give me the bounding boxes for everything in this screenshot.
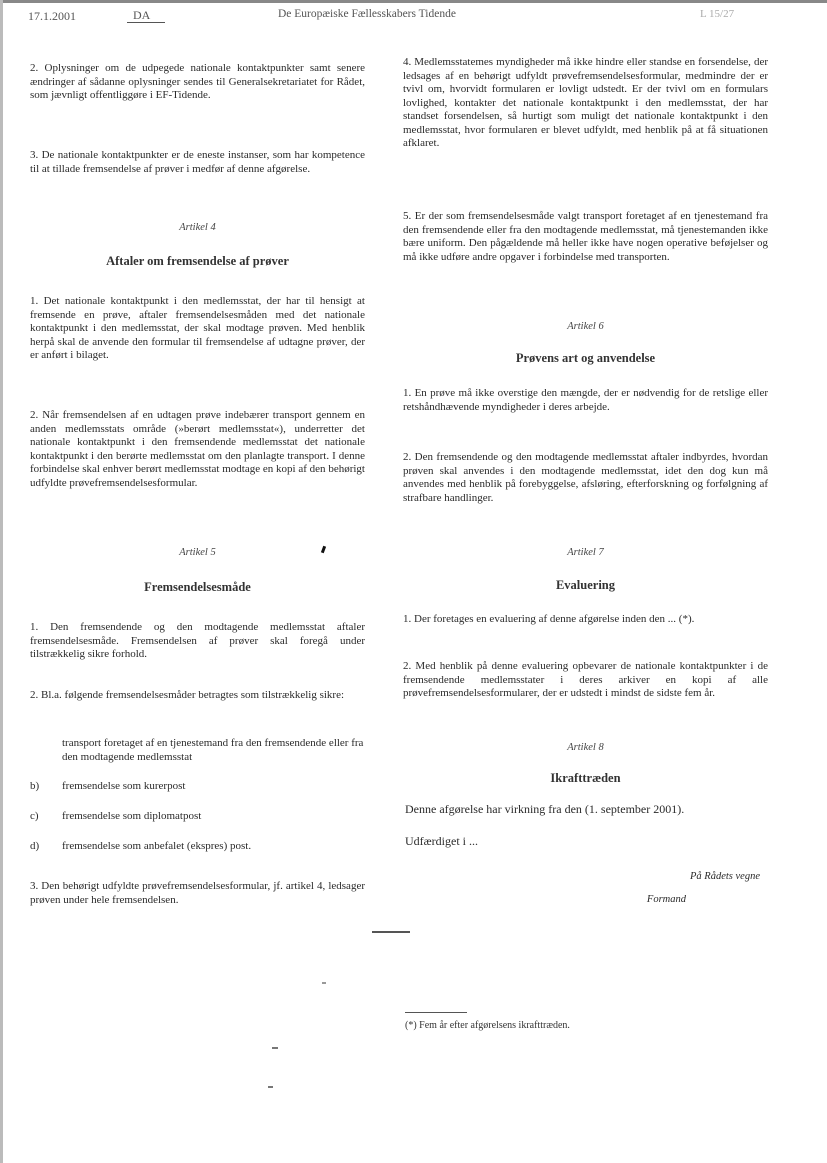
article-6-paragraph-1: 1. En prøve må ikke overstige den mængde, der er nødvendig for de retslige eller retshåndhævende myndigheder i deres arbejde. [403,387,768,413]
header-page-number: L 15/27 [700,8,735,20]
article-4-title: Aftaler om fremsendelse af prøver [106,254,289,268]
article-5-paragraph-3: 3. Den behørigt udfyldte prøvefremsendelsesformular, jf. artikel 4, ledsager prøven under hele fremsendelsen. [30,880,365,906]
left-paragraph-3: 3. De nationale kontaktpunkter er de eneste instanser, som har kompetence til at tillade fremsendelse af prøver i medfør af denne afgørelse. [30,149,365,175]
right-paragraph-4: 4. Medlemsstatemes myndigheder må ikke hindre eller standse en forsendelse, der ledsages af en behørigt udfyldt prøvefremsendelsesformular, medmindre der er tvivl om, hvorvidt formularen er lovligt udstedt. Er der tvivl om en formulars lovlighed, kontakter det nationale kontaktpunkt i den medlemsstat, der har standset forsendelsen, så hurtigt som muligt det nationale kontaktpunkt i den medlemsstat, hvor formularen er blevet udfyldt, med henblik på at få situationen afklaret. [403,56,768,149]
scan-speck [322,982,326,984]
footnote-rule [405,1012,467,1013]
list-item-label-c: c) [30,810,39,822]
article-4-paragraph-2: 2. Når fremsendelsen af en udtagen prøve indebærer transport gennem en anden medlemsstats område (»berørt medlemsstat«), underretter det nationale kontaktpunkt i den fremsendende medlemsstat det nationale kontaktpunkt i den berørte medlemsstat om den planlagte transport. I denne forbindelse skal enhver berørt medlemsstat modtage en kopi af den behørigt udfyldte prøvefremsendelsesformular. [30,409,365,489]
article-8-paragraph: Denne afgørelse har virkning fra den (1. september 2001). [405,802,685,816]
article-4-label: Artikel 4 [179,222,216,233]
scan-speck [268,1086,273,1088]
article-8-label: Artikel 8 [567,742,604,753]
footnote: (*) Fem år efter afgørelsens ikrafttræden. [405,1020,570,1031]
scan-left-edge [0,0,3,1163]
article-4-paragraph-1: 1. Det nationale kontaktpunkt i den medlemsstat, der har til hensigt at fremsende en prøve, aftaler fremsendelsesmåden med det nationale kontaktpunkt i den medlemsstat, der skal modtage prøven. Med henblik herpå skal de anvende den formular til fremsendelse af udtagne prøver, der er anført i bilaget. [30,295,365,361]
done-at: Udfærdiget i ... [405,834,478,848]
article-5-paragraph-2: 2. Bl.a. følgende fremsendelsesmåder betragtes som tilstrækkelig sikre: [30,689,345,701]
list [30,780,365,860]
article-6-paragraph-2: 2. Den fremsendende og den modtagende medlemsstat aftaler indbyrdes, hvordan prøven skal anvendes i den modtagende medlemsstat, idet den dog kun må anvendes med henblik på forebyggelse, afsløring, efterforskning og forfølgning af strafbare handlinger. [403,451,768,504]
page-header [0,0,827,30]
signature-council: På Rådets vegne [690,871,760,882]
article-7-paragraph-2: 2. Med henblik på denne evaluering opbevarer de nationale kontaktpunkter i de fremsendende medlemsstater i deres arkiver en kopi af alle prøvefremsendelsesformularer, der er udstedt i mindst de sidste fem år. [403,660,768,699]
header-date: 17.1.2001 [28,9,76,23]
article-7-title: Evaluering [555,578,616,592]
article-5-title: Fremsendelsesmåde [144,580,251,594]
list-item-b: fremsendelse som kurerpost [62,780,186,792]
article-7-label: Artikel 7 [567,547,604,558]
list-item-label-d: d) [30,840,40,852]
list-item-label-b: b) [30,780,40,792]
article-5-paragraph-1: 1. Den fremsendende og den modtagende medlemsstat aftaler fremsendelsesmåde. Fremsendelsen af prøver skal foregå under tilstrækkelig sikre forhold. [30,621,365,660]
scan-speck [272,1047,278,1049]
article-8-title: Ikrafttræden [550,771,621,785]
article-6-title: Prøvens art og anvendelse [515,351,656,365]
signature-chair: Formand [646,894,686,905]
list-item-c: fremsendelse som diplomatpost [62,810,202,822]
page-end-rule [372,931,410,933]
left-paragraph-2: 2. Oplysninger om de udpegede nationale kontaktpunkter samt senere ændringer af sådanne oplysninger sendes til Generalsekretariatet for Rådet, som jævnligt offentliggøre i EF-Tidende. [30,62,365,101]
article-7-paragraph-1: 1. Der foretages en evaluering af denne afgørelse inden den ... (*). [403,613,695,625]
list-item-d: fremsendelse som anbefalet (ekspres) post. [62,840,252,852]
article-6-label: Artikel 6 [567,321,604,332]
list-item-a: transport foretaget af en tjenestemand fra den fremsendende eller fra den modtagende medlemsstat [62,737,364,763]
header-language: DA [133,8,151,22]
article-5-label: Artikel 5 [179,547,216,558]
header-title: De Europæiske Fællesskabers Tidende [278,8,456,20]
right-paragraph-5: 5. Er der som fremsendelsesmåde valgt transport foretaget af en tjenestemand fra den fremsendende eller fra den modtagende medlemsstat, må tjenestemanden ikke bære uniform. Den pågældende må heller ikke have nogen operative beføjelser og må ikke udføre andre opgaver i forbindelse med transporten. [403,210,768,263]
